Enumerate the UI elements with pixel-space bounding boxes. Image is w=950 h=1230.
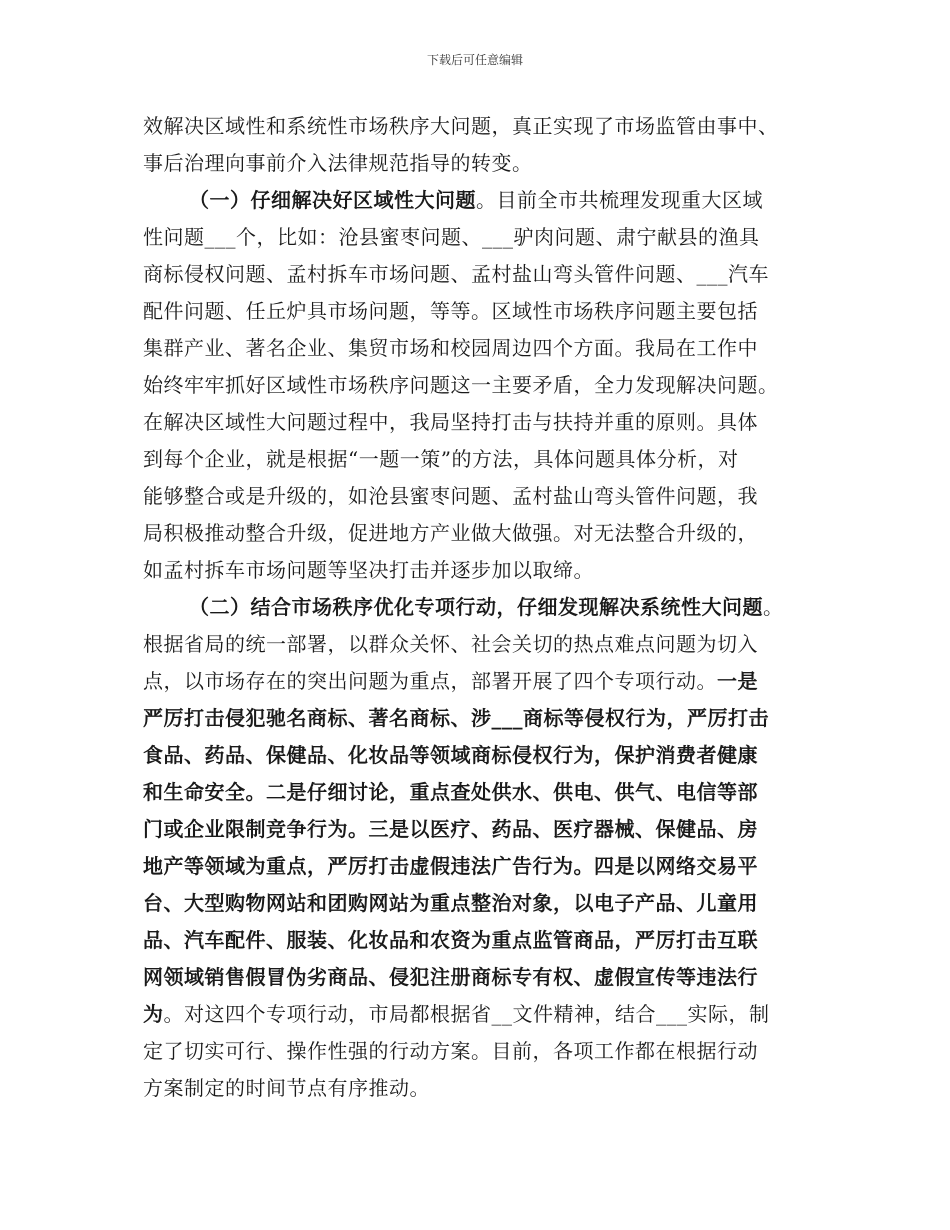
text-run: 根据省局的统一部署，以群众关怀、社会关切的热点难点问题为切入 — [143, 632, 758, 656]
text-run: 配件问题、任丘炉具市场问题，等等。区域性市场秩序问题主要包括 — [143, 299, 758, 323]
text-run: 到每个企业，就是根据“一题一策”的方法，具体问题具体分析，对 — [143, 447, 739, 471]
text-line — [143, 626, 815, 663]
text-run: 点，以市场存在的突出问题为重点，部署开展了四个专项行动。 — [143, 669, 717, 693]
text-run: 始终牢牢抓好区域性市场秩序问题这一主要矛盾，全力发现解决问题。 — [143, 373, 779, 397]
bold-text-run: 网领域销售假冒伪劣商品、侵犯注册商标专有权、虚假宣传等违法行 — [143, 965, 758, 989]
text-line — [143, 663, 815, 700]
text-run: 。目前全市共梳理发现重大区域 — [476, 188, 763, 212]
page-header: 下载后可任意编辑 — [426, 53, 523, 67]
text-line — [143, 441, 815, 478]
bold-text-run: （一）仔细解决好区域性大问题 — [189, 188, 476, 212]
text-run: 效解决区域性和系统性市场秩序大问题，真正实现了市场监管由事中、 — [143, 114, 779, 138]
text-line — [143, 1033, 815, 1070]
text-run: 在解决区域性大问题过程中，我局坚持打击与扶持并重的原则。具体 — [143, 410, 758, 434]
text-line — [143, 219, 815, 256]
text-run: 集群产业、著名企业、集贸市场和校园周边四个方面。我局在工作中 — [143, 336, 758, 360]
text-run: 能够整合或是升级的，如沧县蜜枣问题、孟村盐山弯头管件问题，我 — [143, 484, 758, 508]
text-line — [143, 1070, 815, 1107]
text-line — [143, 293, 815, 330]
bold-text-run: 为 — [143, 1002, 164, 1026]
text-line — [143, 959, 815, 996]
text-run: 性问题___个，比如：沧县蜜枣问题、___驴肉问题、肃宁献县的渔具 — [143, 225, 760, 249]
text-line — [143, 515, 815, 552]
text-line — [143, 885, 815, 922]
bold-text-run: 一是 — [717, 669, 758, 693]
bold-text-run: 食品、药品、保健品、化妆品等领域商标侵权行为，保护消费者健康 — [143, 743, 758, 767]
text-line — [143, 922, 815, 959]
text-line — [143, 552, 815, 589]
bold-text-run: 严厉打击侵犯驰名商标、著名商标、涉___商标等侵权行为，严厉打击 — [143, 706, 769, 730]
text-line — [143, 330, 815, 367]
text-line — [143, 256, 815, 293]
text-line — [143, 145, 815, 182]
text-run: 局积极推动整合升级，促进地方产业做大做强。对无法整合升级的， — [143, 521, 758, 545]
text-line — [143, 700, 815, 737]
text-line — [143, 108, 815, 145]
bold-text-run: （二）结合市场秩序优化专项行动，仔细发现解决系统性大问题 — [189, 595, 763, 619]
bold-text-run: 台、大型购物网站和团购网站为重点整治对象，以电子产品、儿童用 — [143, 891, 758, 915]
text-line — [143, 367, 815, 404]
text-line — [143, 996, 815, 1033]
text-run: 。 — [763, 595, 784, 619]
bold-text-run: 品、汽车配件、服装、化妆品和农资为重点监管商品，严厉打击互联 — [143, 928, 758, 952]
text-line — [143, 478, 815, 515]
text-run: 如孟村拆车市场问题等坚决打击并逐步加以取缔。 — [143, 558, 594, 582]
text-line — [143, 774, 815, 811]
document-body — [143, 108, 815, 1107]
text-run: 方案制定的时间节点有序推动。 — [143, 1076, 430, 1100]
text-line — [143, 848, 815, 885]
text-run: 定了切实可行、操作性强的行动方案。目前，各项工作都在根据行动 — [143, 1039, 758, 1063]
text-line — [143, 404, 815, 441]
bold-text-run: 和生命安全。二是仔细讨论，重点查处供水、供电、供气、电信等部 — [143, 780, 758, 804]
text-line — [143, 182, 815, 219]
bold-text-run: 门或企业限制竞争行为。三是以医疗、药品、医疗器械、保健品、房 — [143, 817, 758, 841]
text-run: 商标侵权问题、孟村拆车市场问题、孟村盐山弯头管件问题、___汽车 — [143, 262, 769, 286]
text-run: 事后治理向事前介入法律规范指导的转变。 — [143, 151, 533, 175]
text-line — [143, 811, 815, 848]
text-run: 。对这四个专项行动，市局都根据省__文件精神，结合___实际，制 — [163, 1002, 770, 1026]
text-line — [143, 589, 815, 626]
text-line — [143, 737, 815, 774]
bold-text-run: 地产等领域为重点，严厉打击虚假违法广告行为。四是以网络交易平 — [143, 854, 758, 878]
